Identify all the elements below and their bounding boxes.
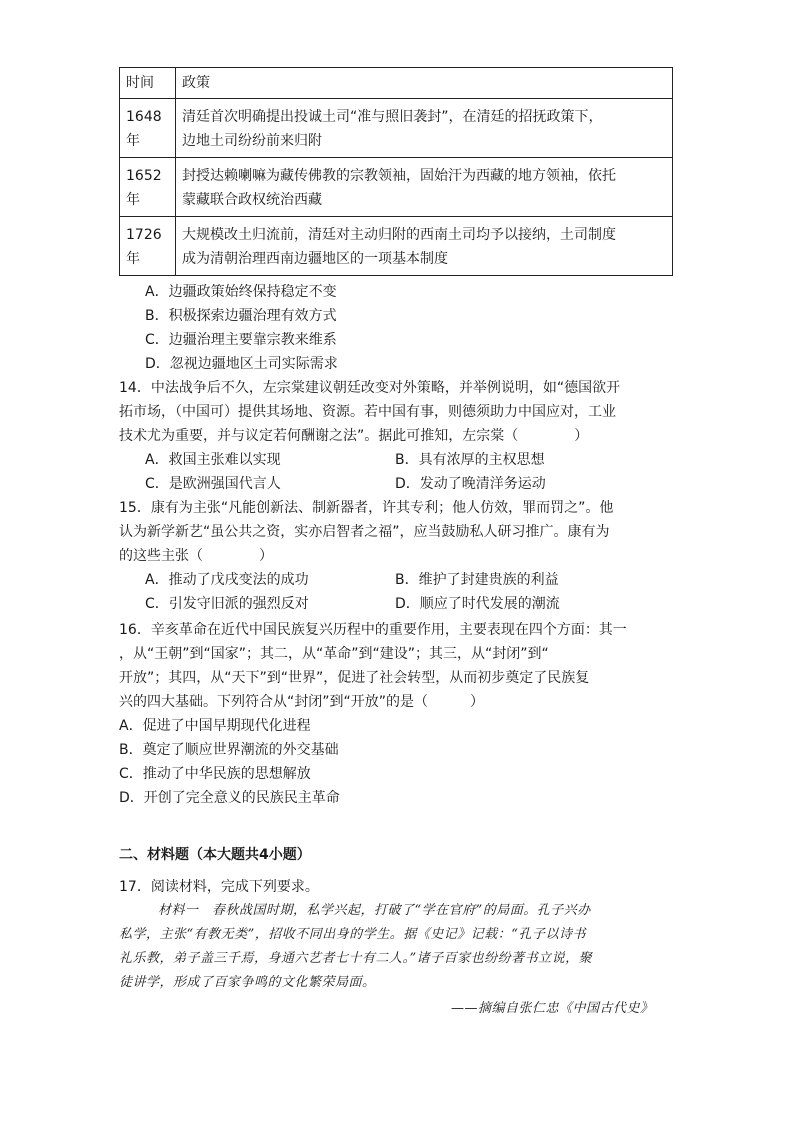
row-year: 1726年 <box>120 217 176 276</box>
q14-option-a: A．救国主张难以实现 <box>145 452 281 468</box>
row-policy <box>176 217 673 276</box>
q14-stem-line: 14．中法战争后不久，左宗棠建议朝廷改变对外策略，并举例说明，如“德国欲开 <box>119 380 621 396</box>
material-line: 私学，主张“有教无类”，招收不同出身的学生。据《史记》记载：“孔子以诗书 <box>119 927 586 942</box>
q16-option-a: A．促进了中国早期现代化进程 <box>119 718 311 734</box>
row-year: 1648年 <box>120 99 176 158</box>
table-row <box>120 99 673 158</box>
q16-option-d: D．开创了完全意义的民族民主革命 <box>119 790 340 806</box>
q16-stem-line: 兴的四大基础。下列符合从“封闭”到“开放”的是（ ） <box>119 694 485 710</box>
q14-option-b: B．具有浓厚的主权思想 <box>395 452 545 468</box>
material-line: 徒讲学，形成了百家争鸣的文化繁荣局面。 <box>119 975 376 990</box>
header-policy: 政策 <box>176 68 673 99</box>
q14-stem-line: 技术尤为重要，并与议定若何酬谢之法”。据此可推知，左宗棠（ ） <box>119 428 589 444</box>
policy-line: 成为清朝治理西南边疆地区的一项基本制度 <box>182 251 448 267</box>
q13-option-a: A．边疆政策始终保持稳定不变 <box>145 284 337 300</box>
section-title: 二、材料题（本大题共4小题） <box>119 847 311 863</box>
q13-option-d: D．忽视边疆地区土司实际需求 <box>145 356 338 372</box>
q16-option-c: C．推动了中华民族的思想解放 <box>119 766 311 782</box>
q17-intro: 17．阅读材料，完成下列要求。 <box>119 879 319 895</box>
table-row <box>120 158 673 217</box>
row-policy <box>176 158 673 217</box>
q15-stem-line: 认为新学新艺“虽公共之资，实亦启智者之福”，应当鼓励私人研习推广。康有为 <box>119 524 610 540</box>
header-time: 时间 <box>120 68 176 99</box>
row-policy <box>176 99 673 158</box>
q15-option-c: C．引发守旧派的强烈反对 <box>145 596 309 612</box>
policy-table <box>119 67 673 276</box>
q15-option-d: D．顺应了时代发展的潮流 <box>395 596 560 612</box>
q13-option-c: C．边疆治理主要靠宗教来维系 <box>145 332 337 348</box>
material-line: 礼乐教，弟子盖三千焉，身通六艺者七十有二人。”诸子百家也纷纷著书立说，聚 <box>119 951 593 966</box>
q16-stem-line: 开放”；其四，从“天下”到“世界”，促进了社会转型，从而初步奠定了民族复 <box>119 670 590 686</box>
material-source: ——摘编自张仁忠《中国古代史》 <box>451 1001 654 1016</box>
policy-line: 边地土司纷纷前来归附 <box>182 133 322 149</box>
row-year: 1652年 <box>120 158 176 217</box>
policy-line: 清廷首次明确提出投诚土司“准与照旧袭封”，在清廷的招抚政策下， <box>182 109 603 125</box>
policy-line: 蒙藏联合政权统治西藏 <box>182 192 322 208</box>
q15-stem-line: 的这些主张（ ） <box>119 548 273 564</box>
policy-line: 大规模改土归流前，清廷对主动归附的西南土司均予以接纳，土司制度 <box>182 227 616 243</box>
q14-option-c: C．是欧洲强国代言人 <box>145 476 281 492</box>
q16-stem-line: 16．辛亥革命在近代中国民族复兴历程中的重要作用，主要表现在四个方面：其一 <box>119 622 627 638</box>
table-row <box>120 217 673 276</box>
table-header-row <box>120 68 673 99</box>
q15-option-b: B．维护了封建贵族的利益 <box>395 572 559 588</box>
q13-option-b: B．积极探索边疆治理有效方式 <box>145 308 337 324</box>
policy-line: 封授达赖喇嘛为藏传佛教的宗教领袖，固始汗为西藏的地方领袖，依托 <box>182 168 616 184</box>
q16-option-b: B．奠定了顺应世界潮流的外交基础 <box>119 742 339 758</box>
q15-option-a: A．推动了戊戌变法的成功 <box>145 572 309 588</box>
q16-stem-line: ，从“王朝”到“国家”；其二，从“革命”到“建设”；其三，从“封闭”到“ <box>119 646 549 662</box>
material-line: 材料一 春秋战国时期，私学兴起，打破了“学在官府”的局面。孔子兴办 <box>158 903 591 918</box>
q14-stem-line: 拓市场，（中国可）提供其场地、资源。若中国有事，则德须助力中国应对，工业 <box>119 404 616 420</box>
q15-stem-line: 15．康有为主张“凡能创新法、制新器者，许其专利；他人仿效，罪而罚之”。他 <box>119 500 614 516</box>
q14-option-d: D．发动了晚清洋务运动 <box>395 476 546 492</box>
